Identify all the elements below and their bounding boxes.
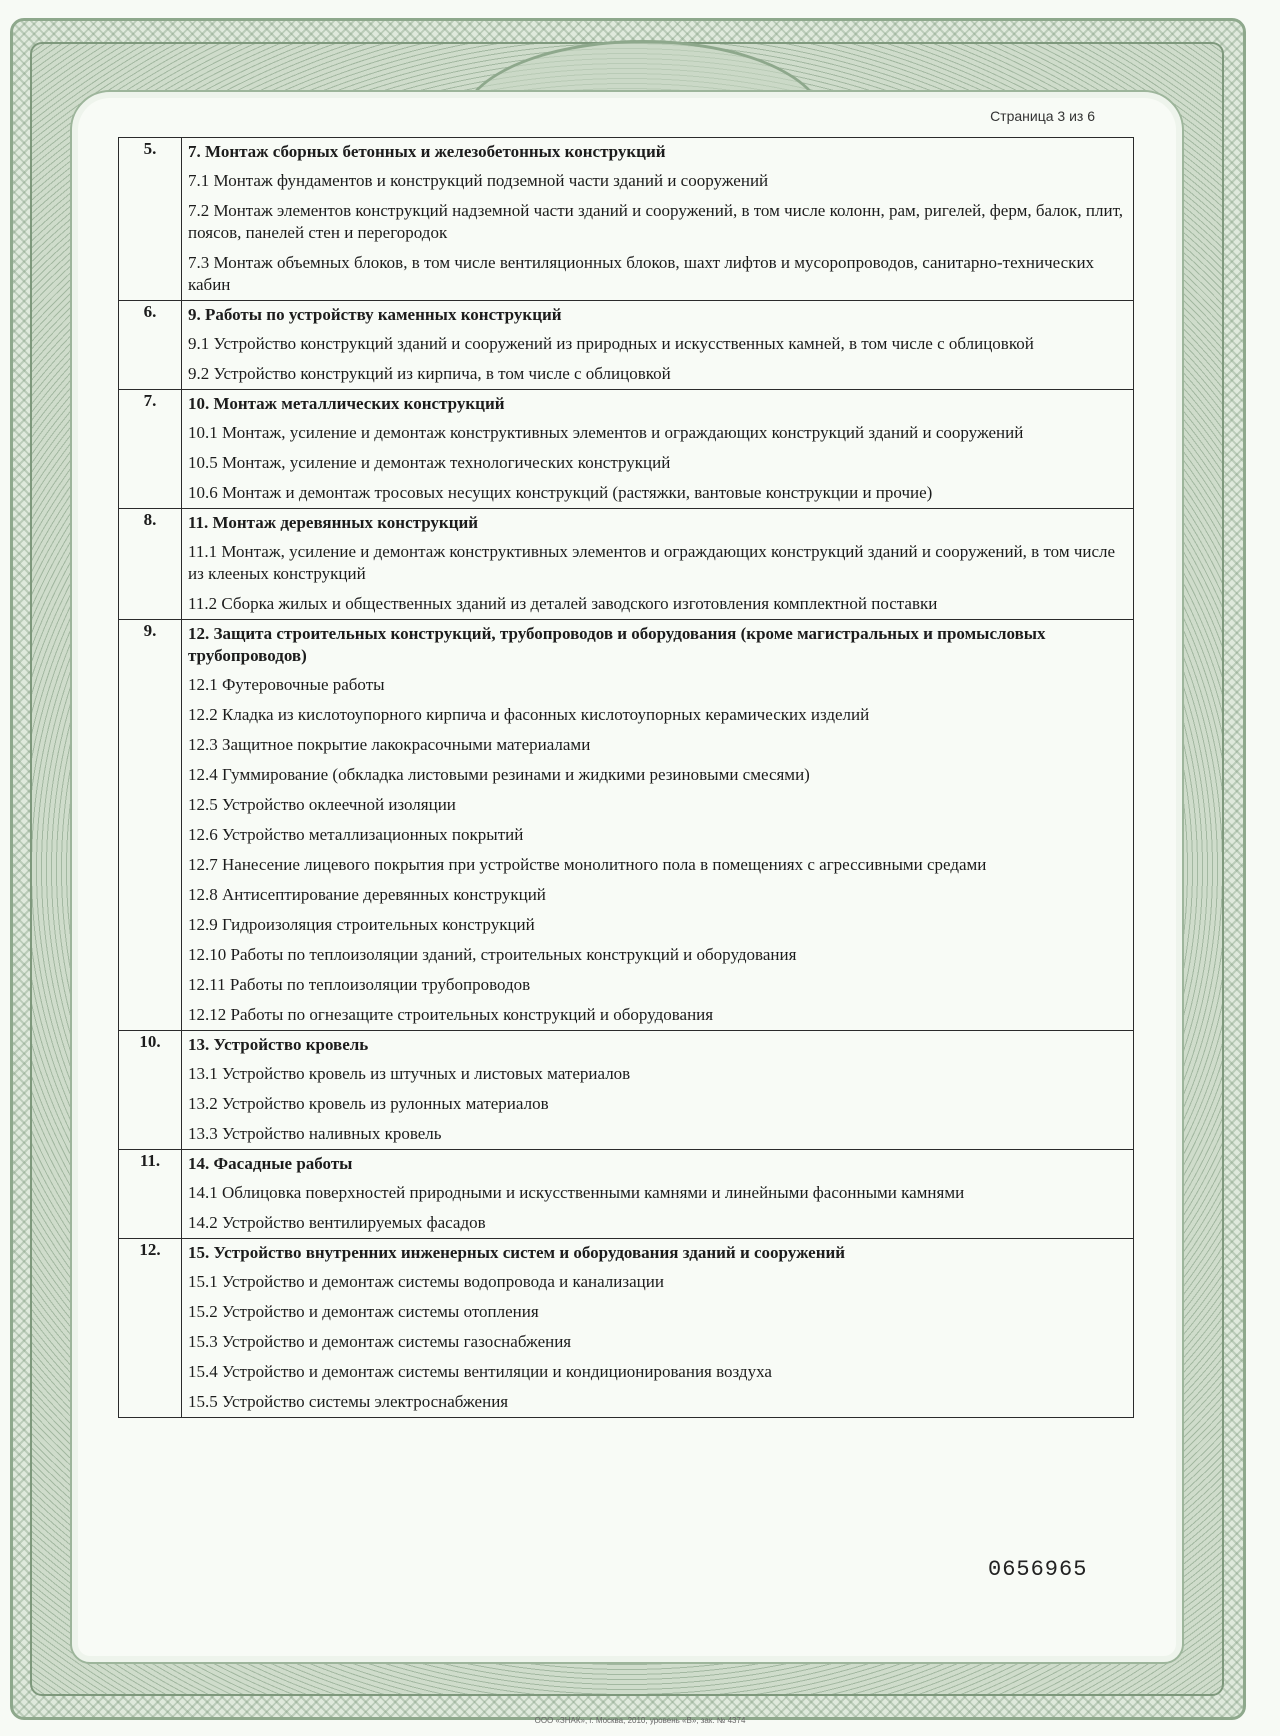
- work-item: 15.5 Устройство системы электроснабжения: [188, 1392, 509, 1411]
- row-number: 11.: [119, 1150, 182, 1239]
- table-row: [119, 509, 1134, 620]
- work-item: 14.2 Устройство вентилируемых фасадов: [188, 1213, 486, 1232]
- work-item: 12.11 Работы по теплоизоляции трубопроводов: [188, 975, 531, 994]
- work-item: 12.9 Гидроизоляция строительных конструкций: [188, 915, 535, 934]
- row-number: 8.: [119, 509, 182, 620]
- work-item: 12.8 Антисептирование деревянных конструкций: [188, 885, 546, 904]
- page-number-label: Страница 3 из 6: [990, 108, 1095, 124]
- work-item: 12.10 Работы по теплоизоляции зданий, строительных конструкций и оборудования: [188, 945, 797, 964]
- work-item: 12.6 Устройство металлизационных покрытий: [188, 825, 524, 844]
- row-content: [182, 1150, 1134, 1239]
- work-item: 15.4 Устройство и демонтаж системы вентиляции и кондиционирования воздуха: [188, 1362, 772, 1381]
- work-item: 12.5 Устройство оклеечной изоляции: [188, 795, 456, 814]
- work-item: 10.5 Монтаж, усиление и демонтаж технологических конструкций: [188, 453, 671, 472]
- table-row: [119, 390, 1134, 509]
- work-item: 12.3 Защитное покрытие лакокрасочными материалами: [188, 735, 591, 754]
- row-number: 5.: [119, 138, 182, 301]
- work-group-title: 15. Устройство внутренних инженерных систем и оборудования зданий и сооружений: [188, 1243, 846, 1262]
- row-content: [182, 1031, 1134, 1150]
- table-row: [119, 1150, 1134, 1239]
- work-item: 12.12 Работы по огнезащите строительных конструкций и оборудования: [188, 1005, 714, 1024]
- row-content: [182, 390, 1134, 509]
- row-number: 7.: [119, 390, 182, 509]
- row-content: [182, 138, 1134, 301]
- work-item: 11.1 Монтаж, усиление и демонтаж конструктивных элементов и ограждающих конструкций зданий и сооружений, в том числе из клееных конструкций: [188, 542, 1116, 583]
- work-item: 14.1 Облицовка поверхностей природными и искусственными камнями и линейными фасонными камнями: [188, 1183, 965, 1202]
- work-item: 7.1 Монтаж фундаментов и конструкций подземной части зданий и сооружений: [188, 171, 769, 190]
- form-serial-number: 0656965: [988, 1557, 1088, 1582]
- work-item: 12.4 Гуммирование (обкладка листовыми резинами и жидкими резиновыми смесями): [188, 765, 810, 784]
- work-item: 12.7 Нанесение лицевого покрытия при устройстве монолитного пола в помещениях с агрессивными средами: [188, 855, 987, 874]
- row-content: [182, 1239, 1134, 1418]
- table-row: [119, 138, 1134, 301]
- work-item: 9.1 Устройство конструкций зданий и сооружений из природных и искусственных камней, в том числе с облицовкой: [188, 334, 1034, 353]
- work-item: 7.3 Монтаж объемных блоков, в том числе вентиляционных блоков, шахт лифтов и мусоропроводов, санитарно-технических кабин: [188, 253, 1095, 294]
- work-group-title: 10. Монтаж металлических конструкций: [188, 394, 505, 413]
- row-number: 10.: [119, 1031, 182, 1150]
- work-types-table-body: [119, 138, 1134, 1418]
- work-item: 12.1 Футеровочные работы: [188, 675, 385, 694]
- work-item: 12.2 Кладка из кислотоупорного кирпича и фасонных кислотоупорных керамических изделий: [188, 705, 870, 724]
- row-content: [182, 620, 1134, 1031]
- work-group-title: 9. Работы по устройству каменных конструкций: [188, 305, 562, 324]
- table-row: [119, 620, 1134, 1031]
- work-item: 13.1 Устройство кровель из штучных и листовых материалов: [188, 1064, 631, 1083]
- row-content: [182, 509, 1134, 620]
- work-group-title: 11. Монтаж деревянных конструкций: [188, 513, 479, 532]
- work-item: 9.2 Устройство конструкций из кирпича, в том числе с облицовкой: [188, 364, 671, 383]
- work-item: 11.2 Сборка жилых и общественных зданий из деталей заводского изготовления комплектной поставки: [188, 594, 938, 613]
- table-row: [119, 301, 1134, 390]
- table-row: [119, 1031, 1134, 1150]
- row-number: 6.: [119, 301, 182, 390]
- work-group-title: 14. Фасадные работы: [188, 1154, 353, 1173]
- work-group-title: 7. Монтаж сборных бетонных и железобетонных конструкций: [188, 142, 666, 161]
- work-item: 10.1 Монтаж, усиление и демонтаж конструктивных элементов и ограждающих конструкций зданий и сооружений: [188, 423, 1024, 442]
- work-item: 13.3 Устройство наливных кровель: [188, 1124, 442, 1143]
- table-row: [119, 1239, 1134, 1418]
- row-number: 12.: [119, 1239, 182, 1418]
- work-item: 13.2 Устройство кровель из рулонных материалов: [188, 1094, 549, 1113]
- printer-imprint: ООО «ЗНАК», г. Москва, 2010, уровень «В», зак. № 4374: [534, 1716, 746, 1725]
- work-item: 15.1 Устройство и демонтаж системы водопровода и канализации: [188, 1272, 664, 1291]
- row-content: [182, 301, 1134, 390]
- work-item: 15.3 Устройство и демонтаж системы газоснабжения: [188, 1332, 572, 1351]
- work-group-title: 12. Защита строительных конструкций, трубопроводов и оборудования (кроме магистральных и промысловых трубопроводов): [188, 624, 1046, 665]
- row-number: 9.: [119, 620, 182, 1031]
- work-group-title: 13. Устройство кровель: [188, 1035, 369, 1054]
- work-item: 15.2 Устройство и демонтаж системы отопления: [188, 1302, 539, 1321]
- work-types-table: [118, 137, 1134, 1418]
- work-item: 10.6 Монтаж и демонтаж тросовых несущих конструкций (растяжки, вантовые конструкции и прочие): [188, 483, 933, 502]
- work-item: 7.2 Монтаж элементов конструкций надземной части зданий и сооружений, в том числе колонн, рам, ригелей, ферм, балок, плит, поясов, панелей стен и перегородок: [188, 201, 1123, 242]
